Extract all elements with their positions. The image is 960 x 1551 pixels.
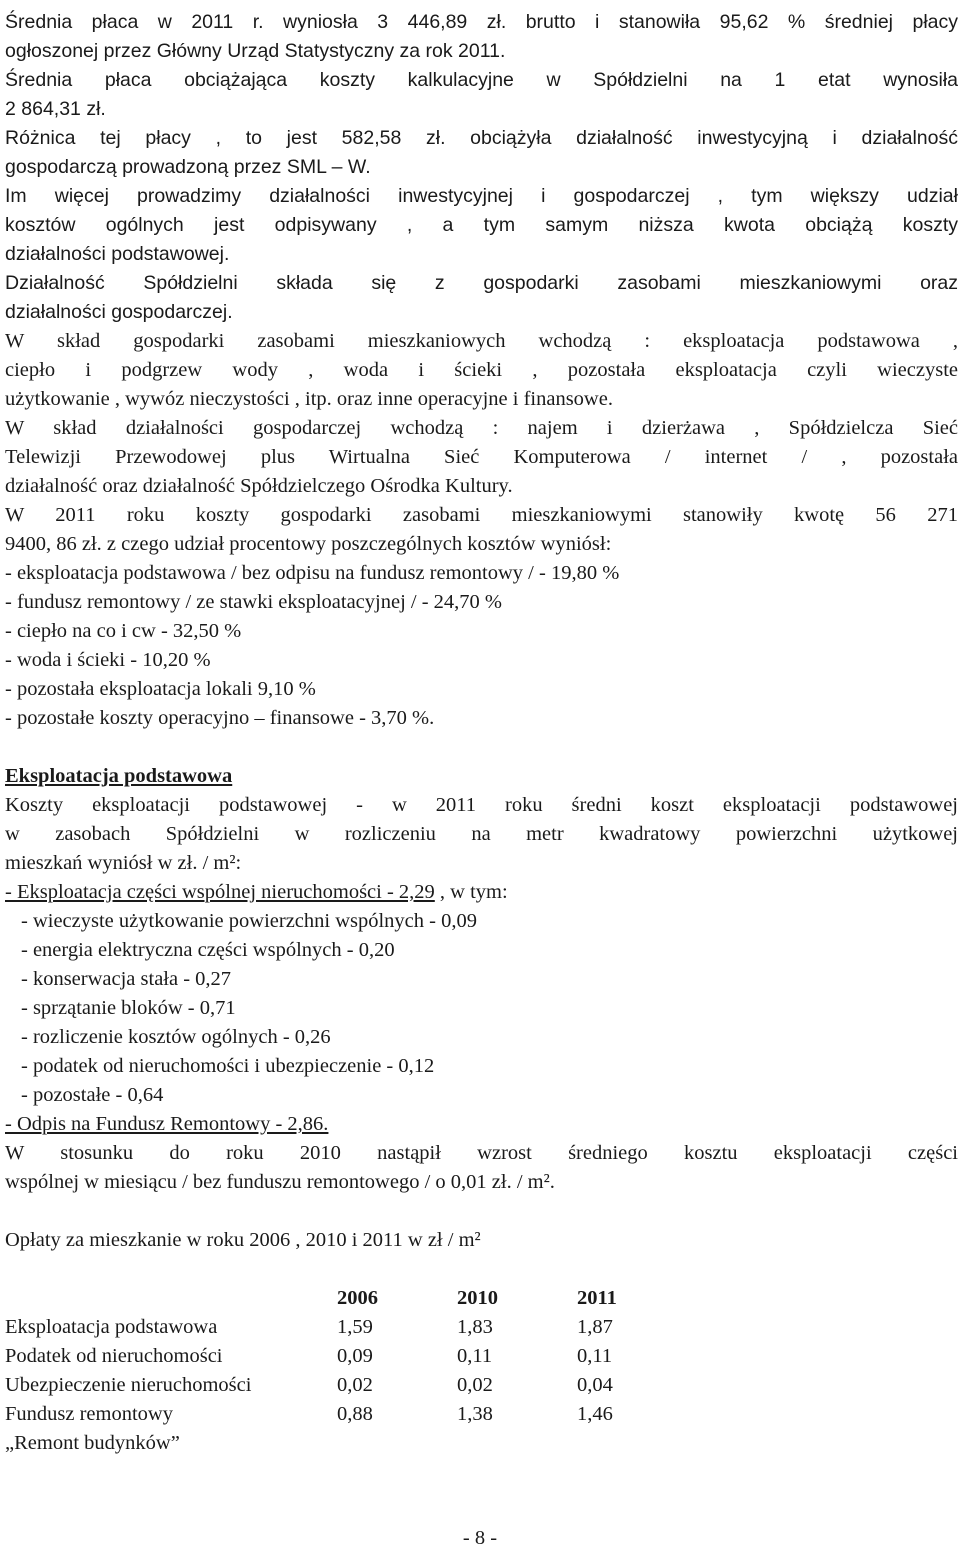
- cost-share-item: - woda i ścieki - 10,20 %: [5, 649, 211, 671]
- paragraph-line: Różnica tej płacy , to jest 582,58 zł. obciążyła działalność inwestycyjną i działalność: [5, 127, 958, 149]
- paragraph-line: ciepło i podgrzew wody , woda i ścieki , pozostała eksploatacja czyli wieczyste: [5, 359, 958, 381]
- common-part-label: - Eksploatacja części wspólnej nieruchomości - 2,29: [5, 881, 435, 903]
- sub-item: - rozliczenie kosztów ogólnych - 0,26: [21, 1026, 331, 1048]
- paragraph-line: Średnia płaca obciążająca koszty kalkulacyjne w Spółdzielni na 1 etat wynosiła: [5, 69, 958, 91]
- cell-value: 1,38: [457, 1403, 493, 1425]
- table-row: [5, 1313, 697, 1342]
- document-page: [5, 8, 958, 1458]
- cell-value: 1,46: [577, 1403, 613, 1425]
- paragraph-line: W stosunku do roku 2010 nastąpił wzrost średniego kosztu eksploatacji części: [5, 1142, 958, 1164]
- page-number: - 8 -: [462, 1527, 498, 1549]
- paragraph-line: Telewizji Przewodowej plus Wirtualna Sieć Komputerowa / internet / , pozostała: [5, 446, 958, 468]
- section-heading: Eksploatacja podstawowa: [5, 765, 233, 787]
- paragraph-line: Koszty eksploatacji podstawowej - w 2011 roku średni koszt eksploatacji podstawowej: [5, 794, 958, 816]
- paragraph-line: ogłoszonej przez Główny Urząd Statystyczny za rok 2011.: [5, 40, 506, 62]
- row-label: Podatek od nieruchomości: [5, 1345, 223, 1367]
- housing-costs-section: [5, 327, 958, 1458]
- sub-item: - podatek od nieruchomości i ubezpieczenie - 0,12: [21, 1055, 435, 1077]
- sub-item: - energia elektryczna części wspólnych - 0,20: [21, 939, 395, 961]
- cell-value: 0,11: [457, 1345, 493, 1367]
- cell-value: 1,59: [337, 1316, 373, 1338]
- cell-value: 0,02: [337, 1374, 373, 1396]
- cell-value: 0,11: [577, 1345, 613, 1367]
- paragraph-line: działalności podstawowej.: [5, 243, 230, 265]
- paragraph-line: działalność oraz działalność Spółdzielczego Ośrodka Kultury.: [5, 475, 513, 497]
- table-row: [5, 1342, 697, 1371]
- paragraph-line: W skład gospodarki zasobami mieszkaniowych wchodzą : eksploatacja podstawowa ,: [5, 330, 958, 352]
- table-row: [5, 1429, 697, 1458]
- renovation-fund-line: - Odpis na Fundusz Remontowy - 2,86.: [5, 1113, 329, 1135]
- table-row: [5, 1371, 697, 1400]
- cost-share-item: - pozostała eksploatacja lokali 9,10 %: [5, 678, 316, 700]
- fees-intro: Opłaty za mieszkanie w roku 2006 , 2010 i 2011 w zł / m²: [5, 1229, 481, 1251]
- row-label: Ubezpieczenie nieruchomości: [5, 1374, 252, 1396]
- intro-section: [5, 8, 958, 327]
- common-part-line: [5, 878, 958, 907]
- year-header: 2011: [577, 1287, 617, 1309]
- cell-value: 1,83: [457, 1316, 493, 1338]
- spacer: [5, 1197, 958, 1226]
- paragraph-line: działalności gospodarczej.: [5, 301, 233, 323]
- sub-item: - pozostałe - 0,64: [21, 1084, 164, 1106]
- cost-share-item: - ciepło na co i cw - 32,50 %: [5, 620, 242, 642]
- paragraph-line: W 2011 roku koszty gospodarki zasobami mieszkaniowymi stanowiły kwotę 56 271: [5, 504, 958, 526]
- row-label: Fundusz remontowy: [5, 1403, 173, 1425]
- row-label: Eksploatacja podstawowa: [5, 1316, 218, 1338]
- cost-share-item: - pozostałe koszty operacyjno – finansowe - 3,70 %.: [5, 707, 435, 729]
- cell-value: 0,02: [457, 1374, 493, 1396]
- cell-value: 0,09: [337, 1345, 373, 1367]
- spacer: [5, 733, 958, 762]
- row-label: „Remont budynków”: [5, 1432, 180, 1454]
- sub-item: - sprzątanie bloków - 0,71: [21, 997, 236, 1019]
- cell-value: 0,04: [577, 1374, 613, 1396]
- cell-value: 1,87: [577, 1316, 613, 1338]
- cost-share-item: - fundusz remontowy / ze stawki eksploatacyjnej / - 24,70 %: [5, 591, 502, 613]
- cell-value: 0,88: [337, 1403, 373, 1425]
- paragraph-line: gospodarczą prowadzoną przez SML – W.: [5, 156, 371, 178]
- spacer: [5, 1255, 958, 1284]
- paragraph-line: Działalność Spółdzielni składa się z gospodarki zasobami mieszkaniowymi oraz: [5, 272, 958, 294]
- paragraph-line: 2 864,31 zł.: [5, 98, 106, 120]
- year-header: 2006: [337, 1287, 378, 1309]
- sub-item: - konserwacja stała - 0,27: [21, 968, 232, 990]
- paragraph-line: Średnia płaca w 2011 r. wyniosła 3 446,89 zł. brutto i stanowiła 95,62 % średniej płacy: [5, 11, 958, 33]
- paragraph-line: w zasobach Spółdzielni w rozliczeniu na metr kwadratowy powierzchni użytkowej: [5, 823, 958, 845]
- paragraph-line: mieszkań wyniósł w zł. / m²:: [5, 852, 242, 874]
- paragraph-line: wspólnej w miesiącu / bez funduszu remontowego / o 0,01 zł. / m².: [5, 1171, 555, 1193]
- common-part-suffix: , w tym:: [434, 881, 508, 903]
- sub-item: - wieczyste użytkowanie powierzchni wspólnych - 0,09: [21, 910, 477, 932]
- paragraph-line: W skład działalności gospodarczej wchodzą : najem i dzierżawa , Spółdzielcza Sieć: [5, 417, 958, 439]
- table-header-row: [5, 1284, 697, 1313]
- paragraph-line: 9400, 86 zł. z czego udział procentowy poszczególnych kosztów wyniósł:: [5, 533, 612, 555]
- paragraph-line: Im więcej prowadzimy działalności inwestycyjnej i gospodarczej , tym większy udział: [5, 185, 958, 207]
- cost-share-item: - eksploatacja podstawowa / bez odpisu na fundusz remontowy / - 19,80 %: [5, 562, 620, 584]
- table-row: [5, 1400, 697, 1429]
- year-header: 2010: [457, 1287, 498, 1309]
- fees-table: [5, 1284, 697, 1458]
- paragraph-line: kosztów ogólnych jest odpisywany , a tym samym niższa kwota obciążą koszty: [5, 214, 958, 236]
- paragraph-line: użytkowanie , wywóz nieczystości , itp. oraz inne operacyjne i finansowe.: [5, 388, 613, 410]
